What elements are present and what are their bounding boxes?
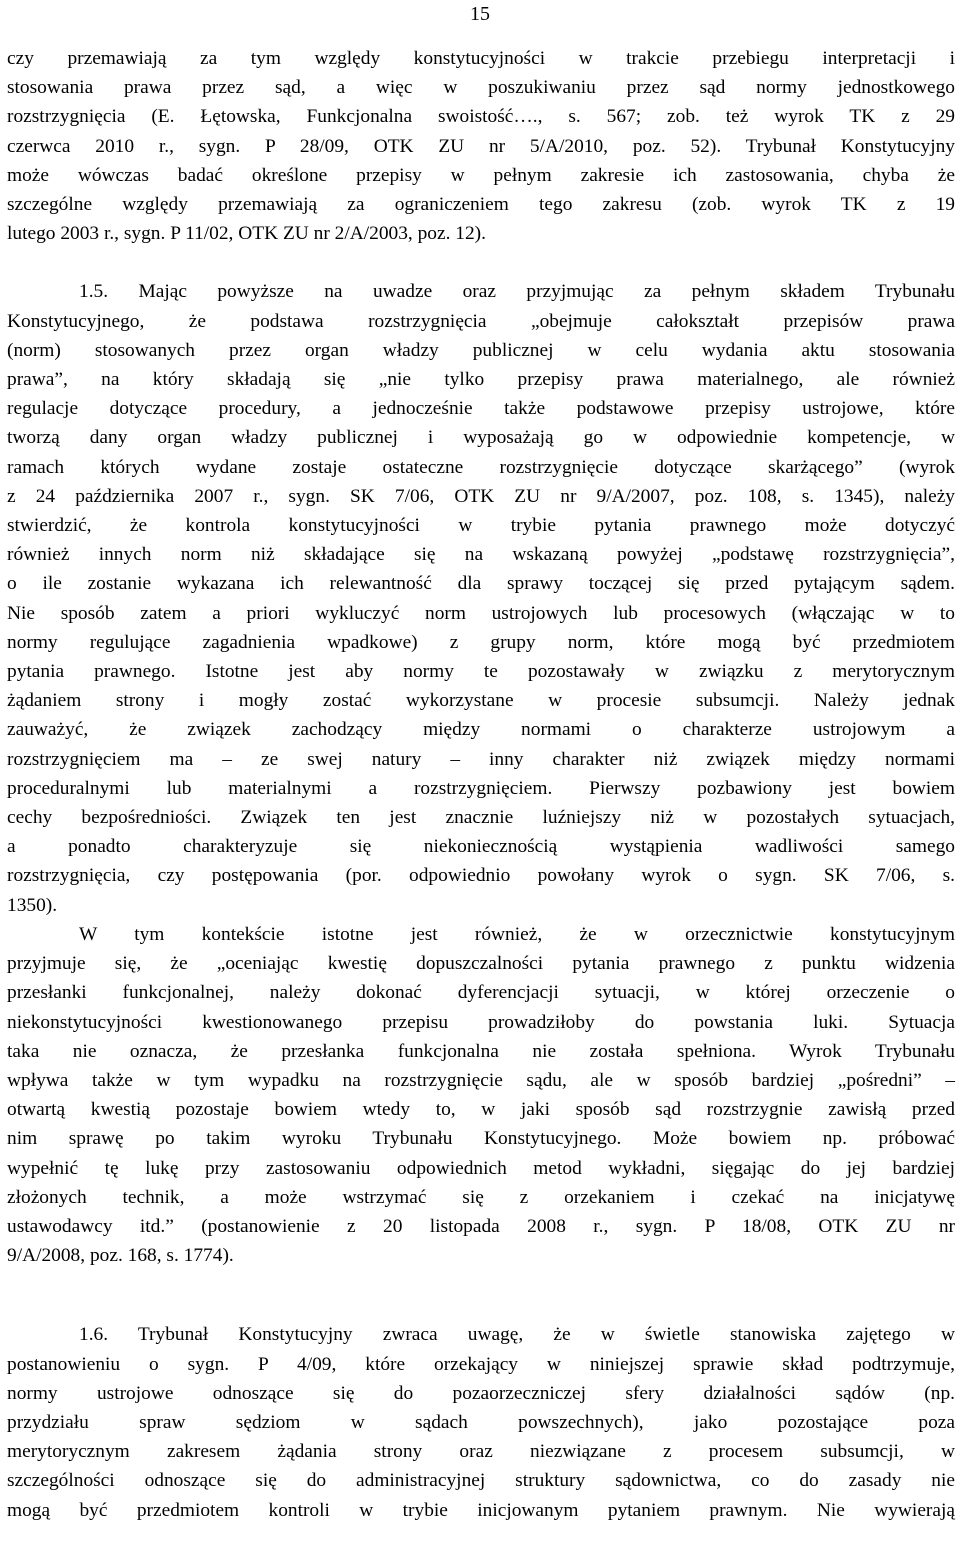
text-line: postanowieniu o sygn. P 4/09, które orzekający w niniejszej sprawie skład podtrzymuje, [7, 1353, 955, 1375]
text-line: wpływa także w tym wypadku na rozstrzygnięcie sądu, ale w sposób bardziej „pośredni” – [7, 1069, 955, 1091]
document-body [7, 44, 955, 1525]
text-line: stwierdzić, że kontrola konstytucyjności w trybie pytania prawnego może dotyczyć [7, 515, 955, 537]
text-line: 1.6. Trybunał Konstytucyjny zwraca uwagę, że w świetle stanowiska zajętego w [79, 1324, 955, 1346]
text-line: tworzą dany organ władzy publicznej i wyposażają go w odpowiednie kompetencje, w [7, 427, 955, 449]
text-line: może wówczas badać określone przepisy w pełnym zakresie ich zastosowania, chyba że [7, 164, 955, 186]
text-line: prawa”, na który składają się „nie tylko przepisy prawa materialnego, ale również [7, 369, 955, 391]
text-line: stosowania prawa przez sąd, a więc w poszukiwaniu przez sąd normy jednostkowego [7, 77, 955, 99]
paragraph-gap [7, 248, 955, 277]
text-line: 9/A/2008, poz. 168, s. 1774). [7, 1245, 234, 1267]
text-line: szczególne względy przemawiają za ograniczeniem tego zakresu (zob. wyrok TK z 19 [7, 194, 955, 216]
text-line: (norm) stosowanych przez organ władzy publicznej w celu wydania aktu stosowania [7, 339, 955, 361]
text-line: cechy bezpośredniości. Związek ten jest znacznie luźniejszy niż w pozostałych sytuacjach, [7, 807, 955, 829]
text-line: niekonstytucyjności kwestionowanego przepisu prowadziłoby do powstania luki. Sytuacja [7, 1011, 955, 1033]
text-line: z 24 października 2007 r., sygn. SK 7/06, OTK ZU nr 9/A/2007, poz. 108, s. 1345), należy [7, 485, 955, 507]
text-line: czerwca 2010 r., sygn. P 28/09, OTK ZU nr 5/A/2010, poz. 52). Trybunał Konstytucyjny [7, 135, 955, 157]
text-line: taka nie oznacza, że przesłanka funkcjonalna nie została spełniona. Wyrok Trybunału [7, 1040, 955, 1062]
paragraph-4 [7, 1320, 955, 1524]
text-line: 1.5. Mając powyższe na uwadze oraz przyjmując za pełnym składem Trybunału [79, 281, 955, 303]
text-line: normy regulujące zagadnienia wpadkowe) z grupy norm, które mogą być przedmiotem [7, 631, 955, 653]
text-line: rozstrzygnięcia (E. Łętowska, Funkcjonalna swoistość…., s. 567; zob. też wyrok TK z 29 [7, 106, 955, 128]
text-line: rozstrzygnięciem ma – ze swej natury – inny charakter niż związek między normami [7, 748, 955, 770]
paragraph-gap [7, 1270, 955, 1320]
text-line: merytorycznym zakresem żądania strony oraz niezwiązane z procesem subsumcji, w [7, 1441, 955, 1463]
text-line: lutego 2003 r., sygn. P 11/02, OTK ZU nr 2/A/2003, poz. 12). [7, 223, 486, 245]
text-line: a ponadto charakteryzuje się niekoniecznością wystąpienia wadliwości samego [7, 836, 955, 858]
text-line: W tym kontekście istotne jest również, że w orzecznictwie konstytucyjnym [79, 923, 955, 945]
text-line: nim sprawę po takim wyroku Trybunału Konstytucyjnego. Może bowiem np. próbować [7, 1128, 955, 1150]
text-line: Nie sposób zatem a priori wykluczyć norm ustrojowych lub procesowych (włączając w to [7, 602, 955, 624]
text-line: czy przemawiają za tym względy konstytucyjności w trakcie przebiegu interpretacji i [7, 48, 955, 69]
text-line: zauważyć, że związek zachodzący między normami o charakterze ustrojowym a [7, 719, 955, 741]
text-line: ustawodawcy itd.” (postanowienie z 20 listopada 2008 r., sygn. P 18/08, OTK ZU nr [7, 1215, 955, 1237]
text-line: otwartą kwestią pozostaje bowiem wtedy to, w jaki sposób sąd rozstrzygnie zawisłą przed [7, 1099, 955, 1121]
text-line: również innych norm niż składające się na wskazaną powyżej „podstawę rozstrzygnięcia”, [7, 544, 955, 566]
text-line: Konstytucyjnego, że podstawa rozstrzygnięcia „obejmuje całokształt przepisów prawa [7, 310, 955, 332]
text-line: żądaniem strony i mogły zostać wykorzystane w procesie subsumcji. Należy jednak [7, 690, 955, 712]
text-line: przyjmuje się, że „oceniając kwestię dopuszczalności pytania prawnego z punktu widzenia [7, 953, 955, 975]
text-line: mogą być przedmiotem kontroli w trybie inicjowanym pytaniem prawnym. Nie wywierają [7, 1499, 955, 1521]
text-line: o ile zostanie wykazana ich relewantność dla sprawy toczącej się przed pytającym sądem. [7, 573, 955, 595]
text-line: wypełnić tę lukę przy zastosowaniu odpowiednich metod wykładni, sięgając do jej bardziej [7, 1157, 955, 1179]
text-line: proceduralnymi lub materialnymi a rozstrzygnięciem. Pierwszy pozbawiony jest bowiem [7, 777, 955, 799]
text-line: szczególności odnoszące się do administracyjnej struktury sądownictwa, co do zasady nie [7, 1470, 955, 1492]
text-line: przydziału spraw sędziom w sądach powszechnych), jako pozostające poza [7, 1411, 955, 1433]
text-line: normy ustrojowe odnoszące się do pozaorzeczniczej sfery działalności sądów (np. [7, 1382, 955, 1404]
paragraph-2 [7, 277, 955, 919]
text-line: ramach których wydane zostaje ostateczne rozstrzygnięcie dotyczące skarżącego” (wyrok [7, 456, 955, 478]
text-line: rozstrzygnięcia, czy postępowania (por. odpowiednio powołany wyrok o sygn. SK 7/06, s. [7, 865, 955, 887]
paragraph-1 [7, 44, 955, 248]
text-line: regulacje dotyczące procedury, a jednocześnie także podstawowe przepisy ustrojowe, które [7, 398, 955, 420]
page-number: 15 [470, 3, 490, 25]
paragraph-3 [7, 920, 955, 1270]
text-line: pytania prawnego. Istotne jest aby normy te pozostawały w związku z merytorycznym [7, 661, 955, 683]
text-line: 1350). [7, 894, 58, 916]
text-line: przesłanki funkcjonalnej, należy dokonać dyferencjacji sytuacji, w której orzeczenie o [7, 982, 955, 1004]
text-line: złożonych technik, a może wstrzymać się z orzekaniem i czekać na inicjatywę [7, 1186, 955, 1208]
